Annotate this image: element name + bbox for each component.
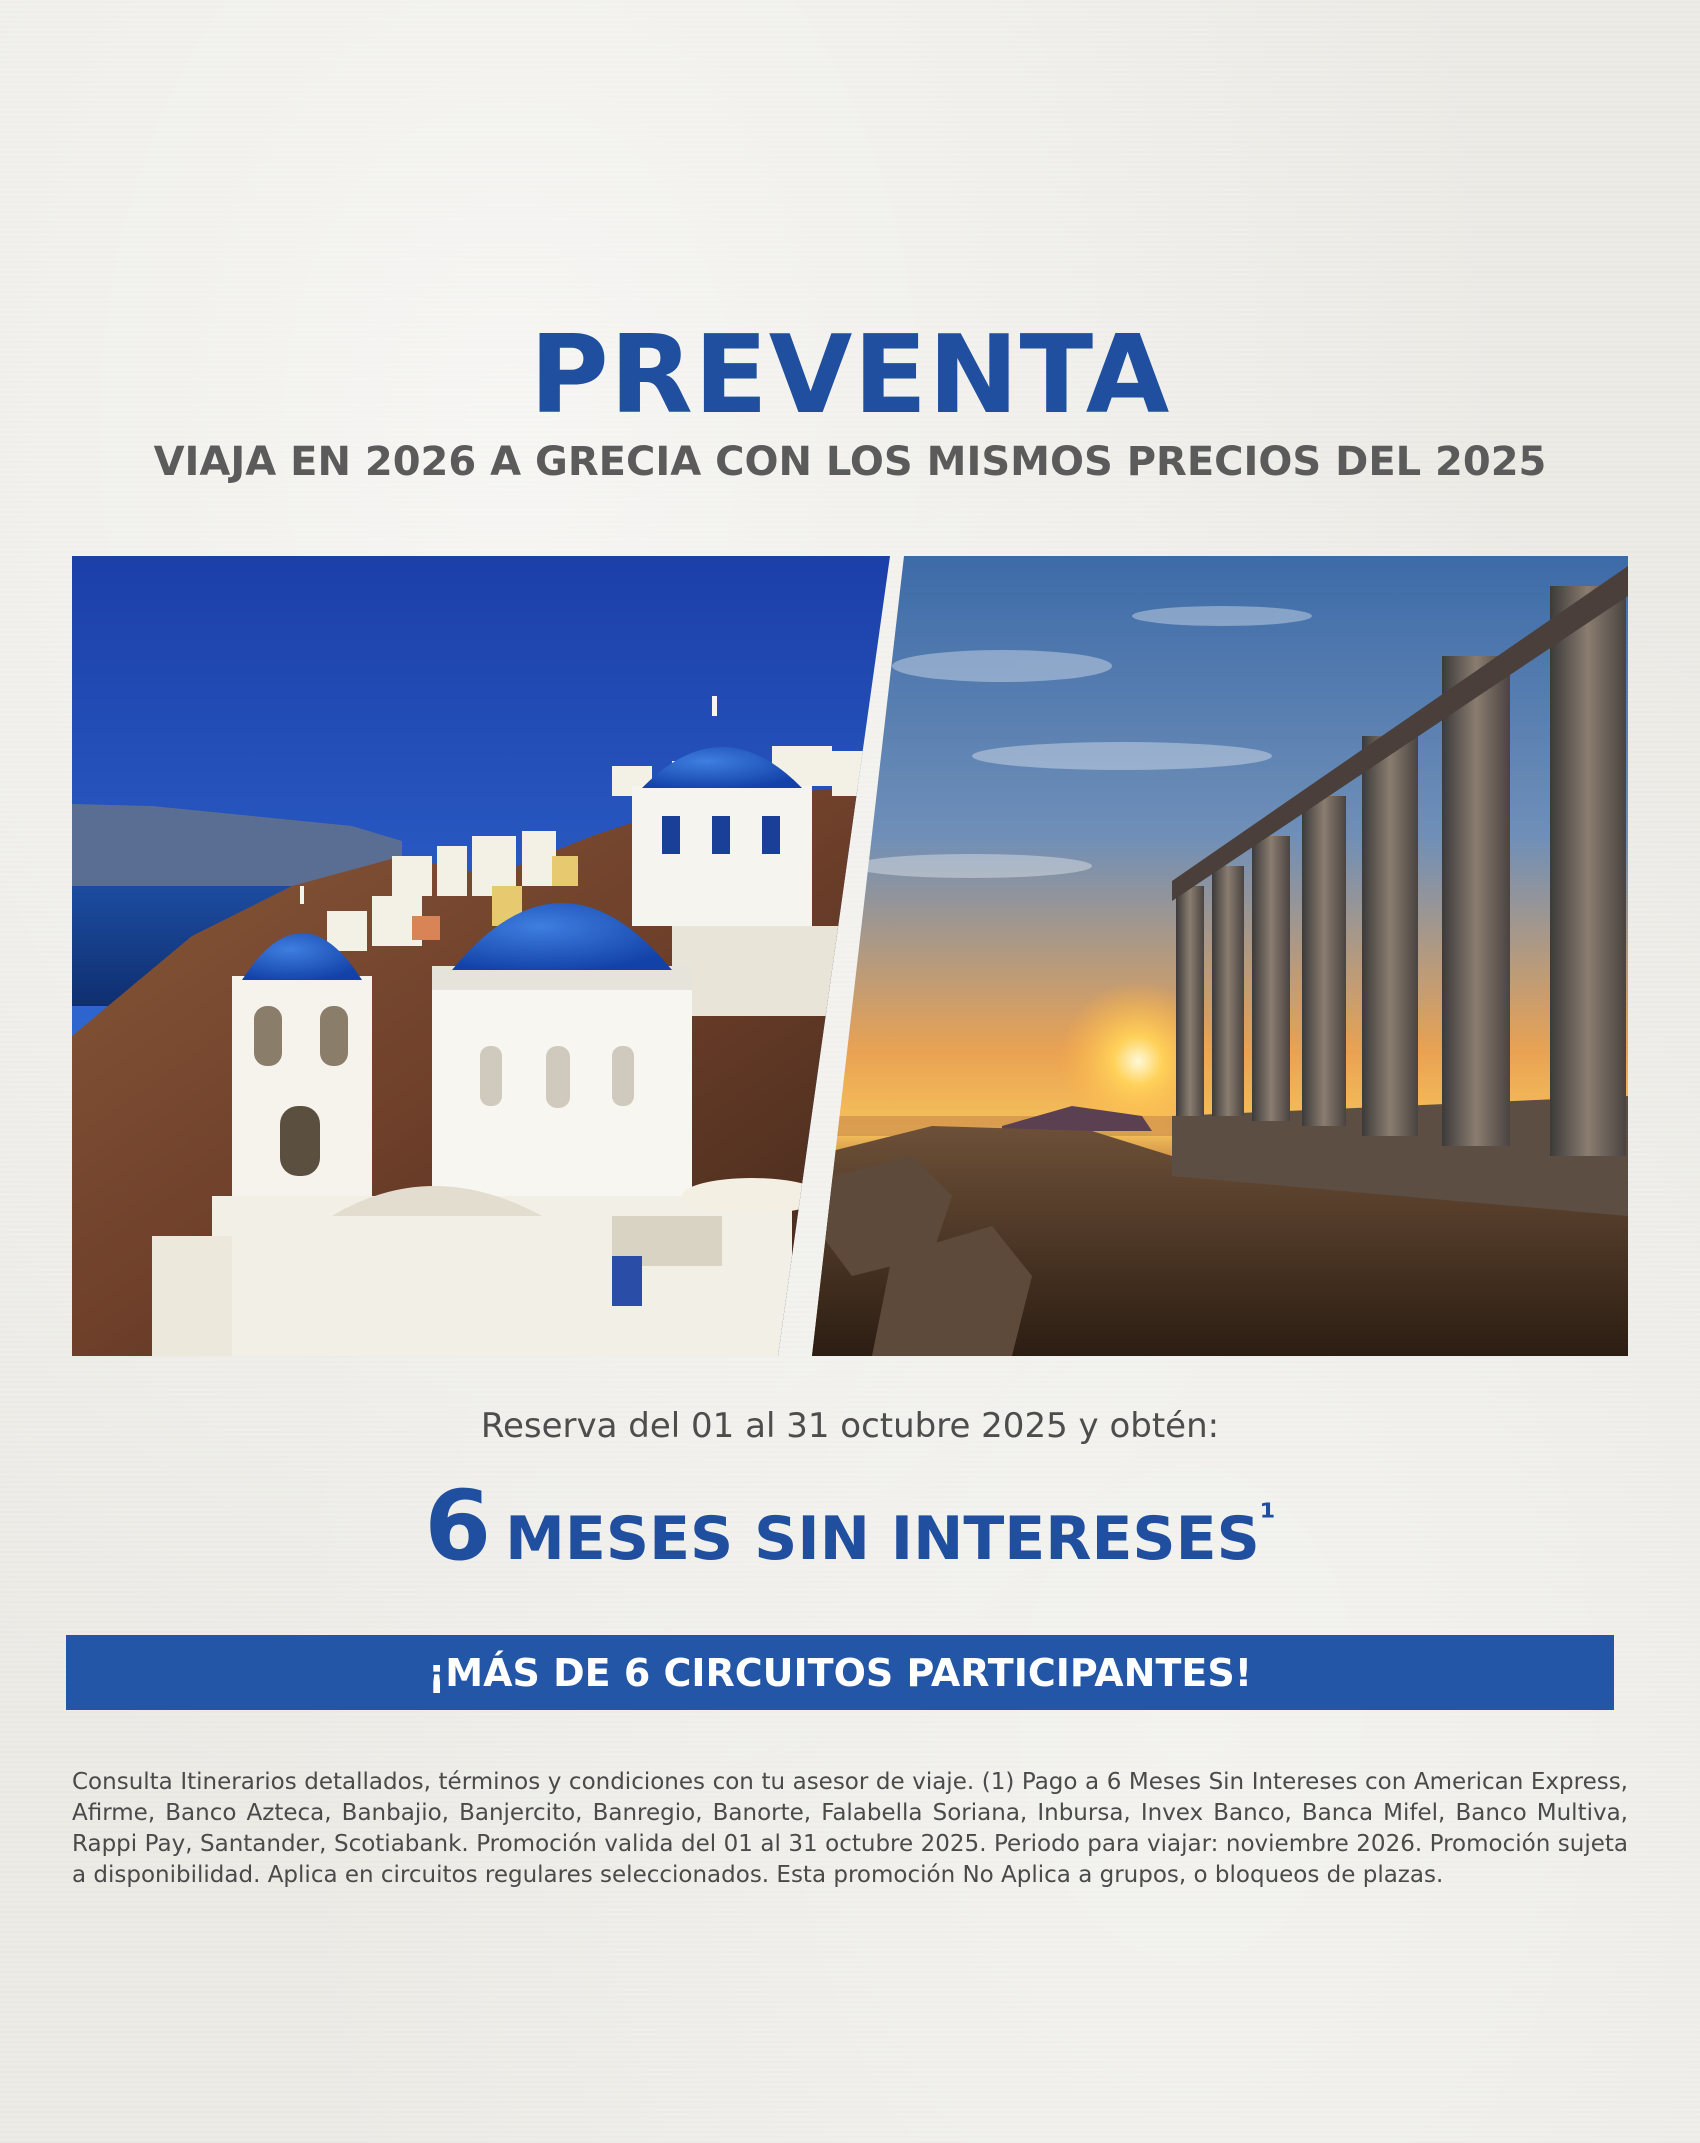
- page-subtitle: VIAJA EN 2026 A GRECIA CON LOS MISMOS PRECIOS DEL 2025: [153, 439, 1547, 485]
- offer-headline: [0, 1470, 1700, 1582]
- participating-tours-banner: [66, 1635, 1614, 1710]
- offer-months-text: MESES SIN INTERESES: [505, 1504, 1260, 1574]
- page-title: PREVENTA: [529, 313, 1171, 438]
- offer-footnote-mark: ¹: [1259, 1497, 1276, 1538]
- banner-text: ¡MÁS DE 6 CIRCUITOS PARTICIPANTES!: [427, 1650, 1253, 1695]
- santorini-photo: [72, 556, 892, 1356]
- offer-months-number: 6: [424, 1470, 492, 1582]
- booking-period-text: Reserva del 01 al 31 octubre 2025 y obtén:: [480, 1406, 1220, 1446]
- temple-photo: [812, 556, 1628, 1356]
- photo-pair: [72, 556, 1628, 1356]
- terms-disclaimer: Consulta Itinerarios detallados, términos y condiciones con tu asesor de viaje. (1) Pago a 6 Meses Sin Intereses con American Express, Afirme, Banco Azteca, Banbajio, Banjercito, Banregio, Banorte, Falabella Soriana, Inbursa, Invex Banco, Banca Mifel, Banco Multiva, Rappi Pay, Santander, Scotiabank. Promoción valida del 01 al 31 octubre 2025. Periodo para viajar: noviembre 2026. Promoción sujeta a disponibilidad. Aplica en circuitos regulares seleccionados. Esta promoción No Aplica a grupos, o bloqueos de plazas.: [72, 1769, 1628, 1888]
